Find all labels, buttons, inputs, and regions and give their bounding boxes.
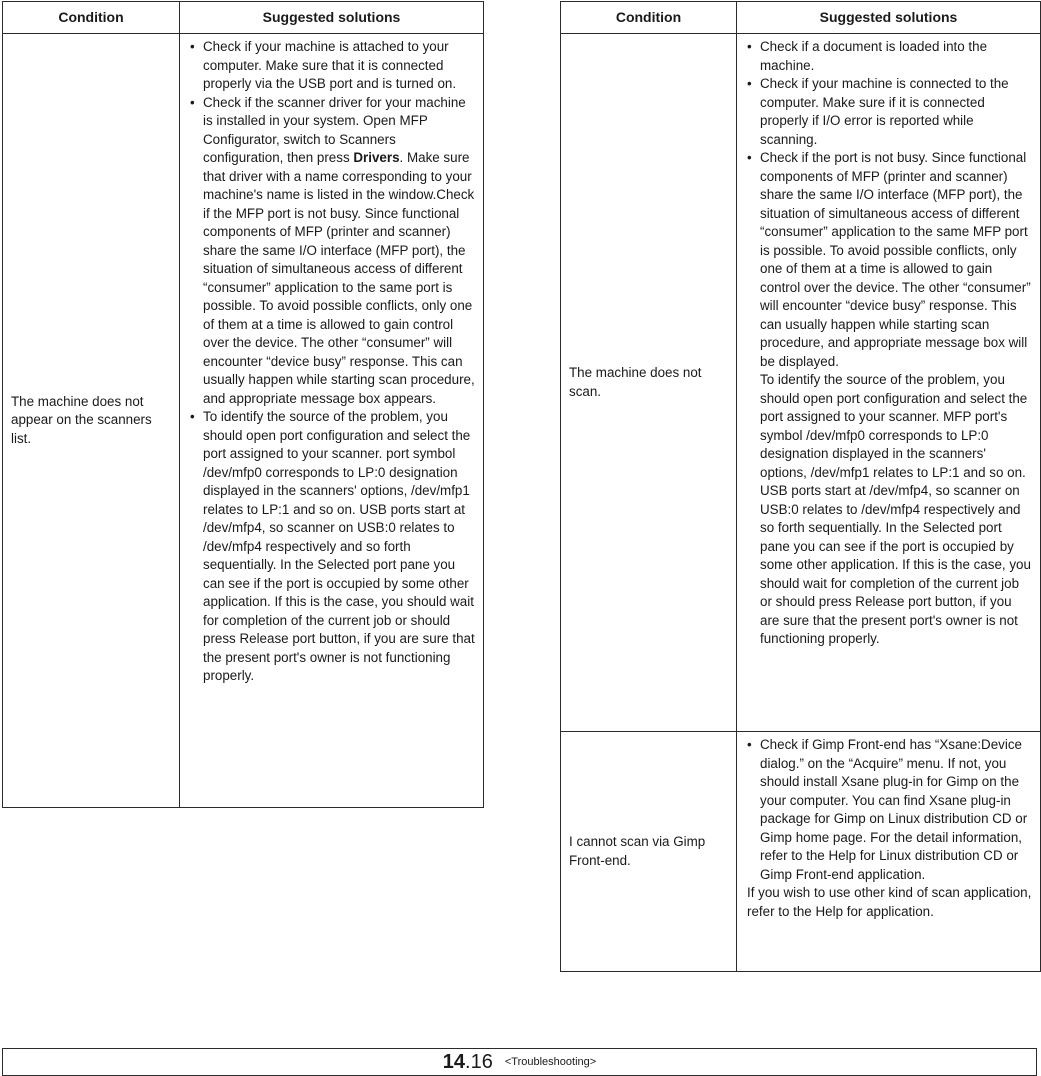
condition-cell: The machine does not scan.: [561, 34, 737, 732]
solution-item: [188, 94, 475, 409]
solutions-header: Suggested solutions: [737, 2, 1041, 34]
condition-cell: The machine does not appear on the scanners list.: [3, 34, 180, 808]
condition-cell: I cannot scan via Gimp Front-end.: [561, 732, 737, 972]
solution-text: Check if the scanner driver for your machine is installed in your system. Open MFP Configurator, switch to Scanners configuration, then press: [203, 94, 466, 165]
solution-item: • To identify the source of the problem, you should open port configuration and select the port assigned to your scanner. port symbol /dev/mfp0 corresponds to LP:0 designation displayed in the scanners' options, /dev/mfp1 relates to LP:1 and so on. USB ports start at /dev/mfp4, so scanner on USB:0 relates to /dev/mfp4 respectively and so forth sequentially. In the Selected port pane you can see if the port is occupied by some other application. If this is the case, you should wait for completion of the current job or should press Release port button, if you are sure that the present port's owner is not functioning properly.: [188, 408, 475, 686]
drivers-term: Drivers: [353, 150, 400, 165]
solution-item: • Check if Gimp Front-end has “Xsane:Device dialog.” on the “Acquire” menu. If not, you should install Xsane plug-in for Gimp on the your computer. You can find Xsane plug-in package for Gimp on Linux distribution CD or Gimp home page. For the detail information, refer to the Help for Linux distribution CD or Gimp Front-end application.: [745, 736, 1032, 884]
page-suffix: .16: [465, 1050, 493, 1073]
table-row: [561, 732, 1041, 972]
solution-list: [745, 736, 1032, 884]
right-troubleshooting-table: [560, 1, 1041, 972]
table-header-row: [3, 2, 484, 34]
solution-item: • Check if a document is loaded into the machine.: [745, 38, 1032, 75]
chapter-number: 14: [442, 1050, 466, 1073]
page-number: [443, 1051, 493, 1074]
solutions-header: Suggested solutions: [180, 2, 484, 34]
table-header-row: [561, 2, 1041, 34]
left-troubleshooting-table: [2, 1, 484, 808]
solution-item: • Check if the port is not busy. Since functional components of MFP (printer and scanner) share the same I/O interface (MFP port), the situation of simultaneous access of different “consumer” application to the same MFP port is possible. To avoid possible conflicts, only one of them at a time is allowed to gain control over the device. The other “consumer” will encounter “device busy” response. This can usually happen while starting scan procedure, and appropriate message box will be displayed.: [745, 149, 1032, 371]
page-footer: [2, 1048, 1037, 1076]
solutions-cell: [737, 34, 1041, 732]
solutions-cell: [180, 34, 484, 808]
table-row: [3, 34, 484, 808]
solutions-cell: [737, 732, 1041, 972]
solution-continuation: To identify the source of the problem, you should open port configuration and select the port assigned to your scanner. MFP port's symbol /dev/mfp0 corresponds to LP:0 designation displayed in the scanners' options, /dev/mfp1 relates to LP:1 and so on. USB ports start at /dev/mfp4, so scanner on USB:0 relates to /dev/mfp4 respectively and so forth sequentially. In the Selected port pane you can see if the port is occupied by some other application. If this is the case, you should wait for completion of the current job or should press Release port button, if you are sure that the present port's owner is not functioning properly.: [760, 372, 1031, 646]
condition-header: Condition: [561, 2, 737, 34]
table-row: [561, 34, 1041, 732]
condition-header: Condition: [3, 2, 180, 34]
solution-list: [745, 38, 1032, 371]
section-name: <Troubleshooting>: [504, 1056, 597, 1068]
solution-item: • Check if your machine is connected to the computer. Make sure if it is connected properly if I/O error is reported while scanning.: [745, 75, 1032, 149]
solution-text: . Make sure that driver with a name corresponding to your machine's name is listed in the window.Check if the MFP port is not busy. Since functional components of MFP (printer and scanner) share the same I/O interface (MFP port), the situation of simultaneous access of different “consumer” application to the same port is possible. To avoid possible conflicts, only one of them at a time is allowed to gain control over the device. The other “consumer” will encounter “device busy” response. This can usually happen while starting scan procedure, and appropriate message box appears.: [203, 150, 475, 406]
solution-item: • Check if your machine is attached to your computer. Make sure that it is connected properly via the USB port and is turned on.: [188, 38, 475, 94]
solution-list: [188, 38, 475, 686]
solution-note: If you wish to use other kind of scan application, refer to the Help for application.: [747, 885, 1032, 919]
